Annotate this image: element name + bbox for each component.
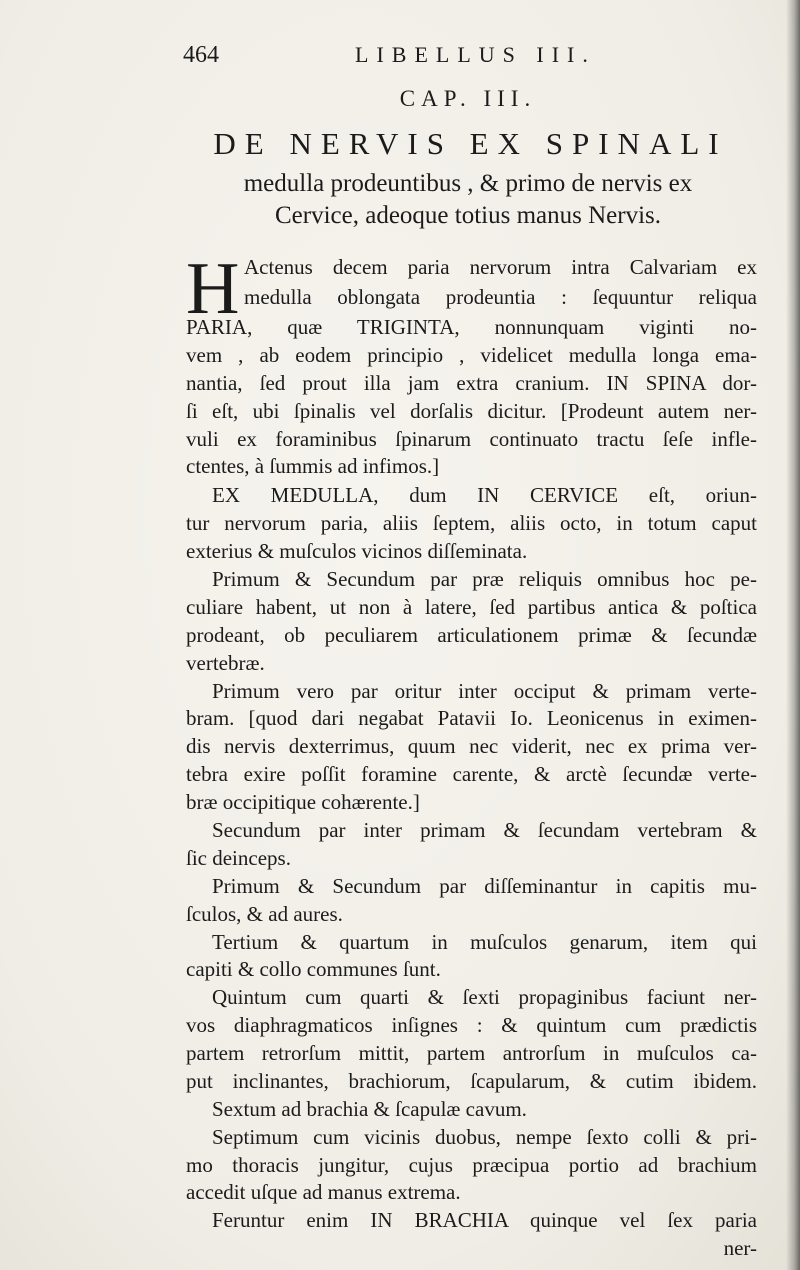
text-line: EX MEDULLA, dum IN CERVICE eſt, oriun- xyxy=(212,483,757,507)
text-line: Sextum ad brachia & ſcapulæ cavum. xyxy=(212,1097,527,1121)
chapter-title: DE NERVIS EX SPINALI xyxy=(213,126,728,161)
text-line: vuli ex foraminibus ſpinarum continuato tractu ſeſe infle- xyxy=(186,427,757,451)
text-line: Actenus decem paria nervorum intra Calvariam ex xyxy=(244,255,757,279)
running-head xyxy=(183,40,753,74)
text-line: culiare habent, ut non à latere, ſed partibus antica & poſtica xyxy=(186,595,757,619)
text-line: Feruntur enim IN BRACHIA quinque vel ſex paria xyxy=(212,1208,757,1232)
text-line: exterius & muſculos vicinos diſſeminata. xyxy=(186,539,528,563)
text-line: ſi eſt, ubi ſpinalis vel dorſalis dicitur. [Prodeunt autem ner- xyxy=(186,399,757,423)
text-line: Primum vero par oritur inter occiput & primam verte- xyxy=(212,679,757,703)
text-line: vos diaphragmaticos inſignes : & quintum cum prædictis xyxy=(186,1013,757,1037)
text-line: ctentes, à ſummis ad infimos.] xyxy=(186,454,440,478)
chapter-subtitle-line: Cervice, adeoque totius manus Nervis. xyxy=(274,202,661,229)
text-line: Quintum cum quarti & ſexti propaginibus faciunt ner- xyxy=(212,985,757,1009)
page-edge-shadow xyxy=(786,0,800,1270)
running-title: LIBELLUS III. xyxy=(355,42,596,67)
text-line: capiti & collo communes ſunt. xyxy=(186,957,441,981)
text-line: nantia, ſed prout illa jam extra cranium. IN SPINA dor- xyxy=(186,371,757,395)
chapter-heading: CAP. III. xyxy=(399,86,537,111)
text-line: Secundum par inter primam & ſecundam vertebram & xyxy=(212,818,757,842)
text-line: bram. [quod dari negabat Patavii Io. Leonicenus in eximen- xyxy=(186,706,757,730)
text-line: Tertium & quartum in muſculos genarum, item qui xyxy=(212,930,757,954)
text-line: bræ occipitique cohærente.] xyxy=(186,790,420,814)
text-line: mo thoracis jungitur, cujus præcipua portio ad brachium xyxy=(186,1153,757,1177)
text-line: Primum & Secundum par præ reliquis omnibus hoc pe- xyxy=(212,567,757,591)
text-line: ſculos, & ad aures. xyxy=(186,902,343,926)
text-line: partem retrorſum mittit, partem antrorſum in muſculos ca- xyxy=(186,1041,757,1065)
text-line: ſic deinceps. xyxy=(186,846,291,870)
text-line: tebra exire poſſit foramine carente, & arctè ſecundæ verte- xyxy=(186,762,757,786)
text-line: dis nervis dexterrimus, quum nec viderit, nec ex prima ver- xyxy=(186,734,757,758)
text-line: vertebræ. xyxy=(186,651,265,675)
text-line: vem , ab eodem principio , videlicet medulla longa ema- xyxy=(186,343,757,367)
page-number: 464 xyxy=(183,42,219,68)
text-line: PARIA, quæ TRIGINTA, nonnunquam viginti no- xyxy=(186,315,757,339)
text-line: ner- xyxy=(723,1236,757,1260)
chapter-subtitle-line: medulla prodeuntibus , & primo de nervis ex xyxy=(243,170,693,197)
text-line: put inclinantes, brachiorum, ſcapularum, & cutim ibidem. xyxy=(186,1069,757,1093)
text-line: accedit uſque ad manus extrema. xyxy=(186,1180,461,1204)
text-line: Primum & Secundum par diſſeminantur in capitis mu- xyxy=(212,874,757,898)
text-line: prodeant, ob peculiarem articulationem primæ & ſecundæ xyxy=(186,623,757,647)
text-line: medulla oblongata prodeuntia : ſequuntur reliqua xyxy=(244,285,757,309)
text-line: Septimum cum vicinis duobus, nempe ſexto colli & pri- xyxy=(212,1125,757,1149)
text-line: tur nervorum paria, aliis ſeptem, aliis octo, in totum caput xyxy=(186,511,757,535)
drop-cap: H xyxy=(186,248,240,330)
